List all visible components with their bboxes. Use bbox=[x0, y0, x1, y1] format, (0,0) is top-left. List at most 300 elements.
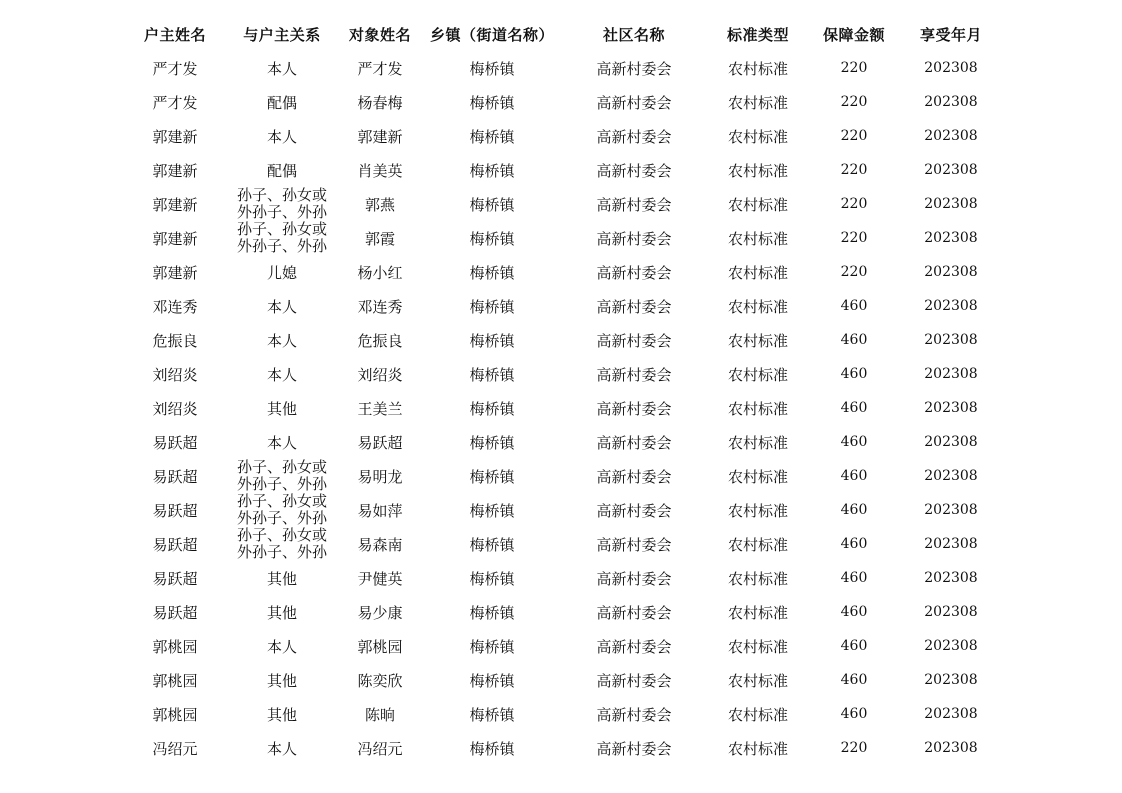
cell-recipient-name-text: 王美兰 bbox=[357, 399, 403, 418]
cell-standard-type-text: 农村标准 bbox=[727, 603, 788, 622]
cell-township-text: 梅桥镇 bbox=[469, 467, 515, 486]
cell-township-text: 梅桥镇 bbox=[469, 671, 515, 690]
cell-relation bbox=[228, 561, 336, 595]
cell-recipient-name-text: 刘绍炎 bbox=[357, 365, 403, 384]
cell-community-text: 高新村委会 bbox=[596, 705, 672, 724]
cell-recipient-name-text: 杨小红 bbox=[357, 263, 403, 282]
cell-relation bbox=[228, 731, 336, 765]
cell-township bbox=[424, 425, 560, 459]
cell-month bbox=[900, 51, 1002, 85]
cell-recipient-name-text: 郭桃园 bbox=[357, 637, 403, 656]
table-row bbox=[122, 221, 1002, 255]
cell-household-head bbox=[122, 119, 228, 153]
cell-relation bbox=[228, 391, 336, 425]
cell-standard-type bbox=[708, 289, 808, 323]
cell-household-head-text: 郭建新 bbox=[152, 263, 198, 282]
cell-community bbox=[560, 595, 708, 629]
cell-amount bbox=[808, 51, 900, 85]
cell-household-head bbox=[122, 595, 228, 629]
cell-amount-text: 460 bbox=[840, 536, 868, 552]
cell-amount bbox=[808, 357, 900, 391]
cell-standard-type-text: 农村标准 bbox=[727, 433, 788, 452]
cell-amount-text: 460 bbox=[840, 672, 868, 688]
table-row bbox=[122, 629, 1002, 663]
cell-amount bbox=[808, 289, 900, 323]
cell-standard-type bbox=[708, 459, 808, 493]
cell-household-head-text: 严才发 bbox=[152, 59, 198, 78]
table-row bbox=[122, 119, 1002, 153]
cell-community-text: 高新村委会 bbox=[596, 603, 672, 622]
cell-standard-type bbox=[708, 119, 808, 153]
cell-township-text: 梅桥镇 bbox=[469, 195, 515, 214]
cell-household-head bbox=[122, 255, 228, 289]
cell-household-head bbox=[122, 289, 228, 323]
cell-community-text: 高新村委会 bbox=[596, 59, 672, 78]
cell-amount bbox=[808, 731, 900, 765]
cell-household-head-text: 易跃超 bbox=[152, 501, 198, 520]
cell-community bbox=[560, 459, 708, 493]
cell-community-text: 高新村委会 bbox=[596, 535, 672, 554]
cell-household-head-text: 郭建新 bbox=[152, 229, 198, 248]
cell-amount bbox=[808, 663, 900, 697]
cell-relation bbox=[228, 493, 336, 527]
cell-recipient-name-text: 易明龙 bbox=[357, 467, 403, 486]
cell-month-text: 202308 bbox=[924, 570, 978, 586]
cell-amount-text: 460 bbox=[840, 366, 868, 382]
cell-township bbox=[424, 323, 560, 357]
cell-standard-type-text: 农村标准 bbox=[727, 127, 788, 146]
cell-relation-text: 本人 bbox=[266, 297, 297, 316]
cell-relation bbox=[228, 153, 336, 187]
cell-township-text: 梅桥镇 bbox=[469, 705, 515, 724]
cell-household-head bbox=[122, 187, 228, 221]
cell-relation bbox=[228, 187, 336, 221]
table-row bbox=[122, 153, 1002, 187]
cell-recipient-name bbox=[336, 357, 424, 391]
cell-standard-type-text: 农村标准 bbox=[727, 331, 788, 350]
cell-amount-text: 220 bbox=[840, 264, 868, 280]
cell-recipient-name-text: 陈晌 bbox=[364, 705, 395, 724]
cell-amount bbox=[808, 119, 900, 153]
cell-month-text: 202308 bbox=[924, 366, 978, 382]
cell-household-head bbox=[122, 425, 228, 459]
header-month: 享受年月 bbox=[919, 25, 982, 44]
table-row bbox=[122, 323, 1002, 357]
cell-household-head bbox=[122, 459, 228, 493]
cell-month-text: 202308 bbox=[924, 434, 978, 450]
cell-township-text: 梅桥镇 bbox=[469, 161, 515, 180]
header-community: 社区名称 bbox=[602, 25, 665, 44]
cell-amount-text: 460 bbox=[840, 502, 868, 518]
header-row bbox=[122, 17, 1002, 51]
cell-township bbox=[424, 119, 560, 153]
cell-household-head-text: 郭建新 bbox=[152, 161, 198, 180]
cell-recipient-name-text: 危振良 bbox=[357, 331, 403, 350]
cell-standard-type-text: 农村标准 bbox=[727, 467, 788, 486]
cell-township bbox=[424, 459, 560, 493]
cell-relation bbox=[228, 663, 336, 697]
cell-relation-text: 本人 bbox=[266, 637, 297, 656]
cell-month bbox=[900, 153, 1002, 187]
cell-community bbox=[560, 731, 708, 765]
cell-standard-type-text: 农村标准 bbox=[727, 161, 788, 180]
cell-month bbox=[900, 221, 1002, 255]
cell-standard-type-text: 农村标准 bbox=[727, 263, 788, 282]
cell-relation-text: 其他 bbox=[266, 671, 297, 690]
cell-relation bbox=[228, 51, 336, 85]
cell-recipient-name bbox=[336, 663, 424, 697]
cell-township bbox=[424, 731, 560, 765]
cell-month-text: 202308 bbox=[924, 604, 978, 620]
cell-household-head-text: 郭桃园 bbox=[152, 671, 198, 690]
cell-community-text: 高新村委会 bbox=[596, 263, 672, 282]
cell-month-text: 202308 bbox=[924, 162, 978, 178]
cell-recipient-name-text: 郭燕 bbox=[364, 195, 395, 214]
cell-month bbox=[900, 459, 1002, 493]
cell-amount-text: 460 bbox=[840, 434, 868, 450]
cell-township bbox=[424, 187, 560, 221]
cell-community bbox=[560, 85, 708, 119]
table-row bbox=[122, 459, 1002, 493]
cell-amount-text: 460 bbox=[840, 468, 868, 484]
cell-relation bbox=[228, 119, 336, 153]
cell-township-text: 梅桥镇 bbox=[469, 433, 515, 452]
cell-amount-text: 220 bbox=[840, 196, 868, 212]
cell-month bbox=[900, 697, 1002, 731]
cell-community-text: 高新村委会 bbox=[596, 399, 672, 418]
cell-township-text: 梅桥镇 bbox=[469, 297, 515, 316]
cell-recipient-name bbox=[336, 289, 424, 323]
cell-community-text: 高新村委会 bbox=[596, 671, 672, 690]
cell-amount bbox=[808, 595, 900, 629]
cell-relation-text: 本人 bbox=[266, 59, 297, 78]
cell-community bbox=[560, 561, 708, 595]
cell-community-text: 高新村委会 bbox=[596, 127, 672, 146]
cell-community-text: 高新村委会 bbox=[596, 229, 672, 248]
cell-month bbox=[900, 527, 1002, 561]
cell-household-head-text: 易跃超 bbox=[152, 467, 198, 486]
cell-standard-type-text: 农村标准 bbox=[727, 195, 788, 214]
cell-recipient-name-text: 郭建新 bbox=[357, 127, 403, 146]
cell-standard-type bbox=[708, 221, 808, 255]
cell-community bbox=[560, 629, 708, 663]
cell-relation-text: 本人 bbox=[266, 433, 297, 452]
cell-relation-text: 配偶 bbox=[266, 161, 297, 180]
cell-household-head-text: 郭建新 bbox=[152, 195, 198, 214]
cell-community-text: 高新村委会 bbox=[596, 569, 672, 588]
table-row bbox=[122, 51, 1002, 85]
table-row bbox=[122, 697, 1002, 731]
cell-standard-type bbox=[708, 731, 808, 765]
cell-month bbox=[900, 663, 1002, 697]
cell-relation-text: 其他 bbox=[266, 569, 297, 588]
cell-community-text: 高新村委会 bbox=[596, 297, 672, 316]
cell-month bbox=[900, 629, 1002, 663]
cell-household-head-text: 郭桃园 bbox=[152, 637, 198, 656]
table-row bbox=[122, 731, 1002, 765]
cell-month-text: 202308 bbox=[924, 502, 978, 518]
cell-month-text: 202308 bbox=[924, 298, 978, 314]
cell-standard-type bbox=[708, 629, 808, 663]
cell-household-head-text: 严才发 bbox=[152, 93, 198, 112]
cell-recipient-name-text: 杨春梅 bbox=[357, 93, 403, 112]
cell-township-text: 梅桥镇 bbox=[469, 501, 515, 520]
cell-community-text: 高新村委会 bbox=[596, 93, 672, 112]
cell-recipient-name bbox=[336, 221, 424, 255]
cell-month-text: 202308 bbox=[924, 196, 978, 212]
cell-township-text: 梅桥镇 bbox=[469, 59, 515, 78]
cell-household-head bbox=[122, 527, 228, 561]
cell-recipient-name bbox=[336, 187, 424, 221]
cell-household-head bbox=[122, 357, 228, 391]
cell-recipient-name bbox=[336, 561, 424, 595]
cell-township bbox=[424, 255, 560, 289]
cell-relation-text: 孙子、孙女或外孙子、外孙 bbox=[236, 187, 327, 221]
cell-month-text: 202308 bbox=[924, 536, 978, 552]
cell-recipient-name-text: 冯绍元 bbox=[357, 739, 403, 758]
cell-relation-text: 本人 bbox=[266, 127, 297, 146]
cell-amount-text: 460 bbox=[840, 400, 868, 416]
cell-household-head-text: 郭桃园 bbox=[152, 705, 198, 724]
cell-township-text: 梅桥镇 bbox=[469, 127, 515, 146]
cell-relation bbox=[228, 289, 336, 323]
cell-amount bbox=[808, 85, 900, 119]
allowance-table bbox=[122, 17, 1002, 765]
cell-household-head bbox=[122, 391, 228, 425]
cell-month-text: 202308 bbox=[924, 740, 978, 756]
cell-amount-text: 460 bbox=[840, 298, 868, 314]
cell-recipient-name bbox=[336, 323, 424, 357]
cell-recipient-name bbox=[336, 85, 424, 119]
cell-township bbox=[424, 391, 560, 425]
cell-amount-text: 460 bbox=[840, 332, 868, 348]
cell-standard-type-text: 农村标准 bbox=[727, 229, 788, 248]
cell-standard-type bbox=[708, 663, 808, 697]
cell-relation-text: 配偶 bbox=[266, 93, 297, 112]
cell-household-head-text: 刘绍炎 bbox=[152, 399, 198, 418]
cell-standard-type-text: 农村标准 bbox=[727, 637, 788, 656]
cell-community-text: 高新村委会 bbox=[596, 501, 672, 520]
cell-month-text: 202308 bbox=[924, 60, 978, 76]
header-relation: 与户主关系 bbox=[243, 25, 321, 44]
table-body bbox=[122, 51, 1002, 765]
cell-recipient-name bbox=[336, 595, 424, 629]
cell-standard-type bbox=[708, 85, 808, 119]
cell-township-text: 梅桥镇 bbox=[469, 399, 515, 418]
cell-recipient-name-text: 肖美英 bbox=[357, 161, 403, 180]
cell-standard-type-text: 农村标准 bbox=[727, 671, 788, 690]
cell-community bbox=[560, 51, 708, 85]
cell-relation bbox=[228, 357, 336, 391]
cell-community bbox=[560, 663, 708, 697]
header-standard-type: 标准类型 bbox=[726, 25, 789, 44]
cell-month bbox=[900, 731, 1002, 765]
cell-amount bbox=[808, 425, 900, 459]
allowance-table-sheet bbox=[122, 17, 1002, 765]
cell-household-head-text: 易跃超 bbox=[152, 535, 198, 554]
table-row bbox=[122, 391, 1002, 425]
cell-month-text: 202308 bbox=[924, 638, 978, 654]
cell-township-text: 梅桥镇 bbox=[469, 569, 515, 588]
cell-recipient-name-text: 易跃超 bbox=[357, 433, 403, 452]
cell-township-text: 梅桥镇 bbox=[469, 93, 515, 112]
cell-standard-type-text: 农村标准 bbox=[727, 59, 788, 78]
cell-month-text: 202308 bbox=[924, 468, 978, 484]
cell-month bbox=[900, 391, 1002, 425]
cell-amount bbox=[808, 187, 900, 221]
cell-relation-text: 孙子、孙女或外孙子、外孙 bbox=[236, 493, 327, 527]
cell-amount bbox=[808, 459, 900, 493]
cell-township bbox=[424, 561, 560, 595]
cell-household-head bbox=[122, 153, 228, 187]
cell-relation bbox=[228, 595, 336, 629]
cell-month bbox=[900, 493, 1002, 527]
cell-standard-type bbox=[708, 561, 808, 595]
cell-township-text: 梅桥镇 bbox=[469, 229, 515, 248]
cell-household-head bbox=[122, 663, 228, 697]
cell-township-text: 梅桥镇 bbox=[469, 263, 515, 282]
cell-household-head bbox=[122, 51, 228, 85]
table-row bbox=[122, 527, 1002, 561]
cell-township-text: 梅桥镇 bbox=[469, 535, 515, 554]
cell-community bbox=[560, 493, 708, 527]
cell-standard-type-text: 农村标准 bbox=[727, 535, 788, 554]
cell-relation-text: 其他 bbox=[266, 399, 297, 418]
cell-household-head-text: 易跃超 bbox=[152, 569, 198, 588]
cell-community bbox=[560, 697, 708, 731]
cell-township bbox=[424, 629, 560, 663]
cell-amount-text: 220 bbox=[840, 94, 868, 110]
header-township: 乡镇（街道名称） bbox=[429, 25, 554, 44]
cell-household-head-text: 危振良 bbox=[152, 331, 198, 350]
cell-relation bbox=[228, 85, 336, 119]
cell-amount-text: 460 bbox=[840, 706, 868, 722]
cell-standard-type bbox=[708, 697, 808, 731]
cell-recipient-name bbox=[336, 255, 424, 289]
cell-household-head bbox=[122, 221, 228, 255]
cell-community-text: 高新村委会 bbox=[596, 739, 672, 758]
cell-amount bbox=[808, 153, 900, 187]
cell-recipient-name bbox=[336, 459, 424, 493]
cell-recipient-name bbox=[336, 527, 424, 561]
cell-standard-type bbox=[708, 255, 808, 289]
cell-standard-type-text: 农村标准 bbox=[727, 739, 788, 758]
cell-standard-type bbox=[708, 357, 808, 391]
cell-month-text: 202308 bbox=[924, 706, 978, 722]
cell-household-head bbox=[122, 731, 228, 765]
cell-township bbox=[424, 85, 560, 119]
cell-month-text: 202308 bbox=[924, 230, 978, 246]
cell-relation-text: 孙子、孙女或外孙子、外孙 bbox=[236, 459, 327, 493]
cell-relation bbox=[228, 425, 336, 459]
cell-township-text: 梅桥镇 bbox=[469, 603, 515, 622]
cell-township bbox=[424, 221, 560, 255]
cell-amount-text: 460 bbox=[840, 570, 868, 586]
cell-amount-text: 460 bbox=[840, 604, 868, 620]
table-row bbox=[122, 595, 1002, 629]
cell-month-text: 202308 bbox=[924, 264, 978, 280]
cell-recipient-name bbox=[336, 119, 424, 153]
cell-standard-type bbox=[708, 323, 808, 357]
cell-township-text: 梅桥镇 bbox=[469, 365, 515, 384]
cell-standard-type bbox=[708, 527, 808, 561]
cell-standard-type bbox=[708, 595, 808, 629]
cell-amount bbox=[808, 527, 900, 561]
cell-recipient-name-text: 尹健英 bbox=[357, 569, 403, 588]
cell-household-head-text: 易跃超 bbox=[152, 433, 198, 452]
cell-recipient-name-text: 易森南 bbox=[357, 535, 403, 554]
header-household-head: 户主姓名 bbox=[143, 25, 206, 44]
cell-household-head bbox=[122, 561, 228, 595]
cell-household-head bbox=[122, 323, 228, 357]
cell-household-head bbox=[122, 85, 228, 119]
table-row bbox=[122, 425, 1002, 459]
cell-standard-type bbox=[708, 153, 808, 187]
cell-relation-text: 孙子、孙女或外孙子、外孙 bbox=[236, 221, 327, 255]
cell-amount bbox=[808, 561, 900, 595]
cell-community bbox=[560, 221, 708, 255]
cell-month bbox=[900, 561, 1002, 595]
cell-amount bbox=[808, 697, 900, 731]
cell-community bbox=[560, 153, 708, 187]
cell-amount-text: 220 bbox=[840, 60, 868, 76]
cell-township-text: 梅桥镇 bbox=[469, 637, 515, 656]
cell-recipient-name-text: 邓连秀 bbox=[357, 297, 403, 316]
cell-community-text: 高新村委会 bbox=[596, 161, 672, 180]
cell-relation bbox=[228, 459, 336, 493]
cell-standard-type-text: 农村标准 bbox=[727, 501, 788, 520]
cell-relation-text: 本人 bbox=[266, 331, 297, 350]
cell-amount-text: 220 bbox=[840, 128, 868, 144]
cell-month bbox=[900, 323, 1002, 357]
cell-month bbox=[900, 85, 1002, 119]
cell-household-head bbox=[122, 697, 228, 731]
cell-month-text: 202308 bbox=[924, 332, 978, 348]
cell-community bbox=[560, 187, 708, 221]
cell-standard-type-text: 农村标准 bbox=[727, 93, 788, 112]
cell-month bbox=[900, 255, 1002, 289]
cell-standard-type-text: 农村标准 bbox=[727, 569, 788, 588]
cell-amount bbox=[808, 493, 900, 527]
cell-month bbox=[900, 119, 1002, 153]
cell-amount bbox=[808, 629, 900, 663]
cell-household-head-text: 刘绍炎 bbox=[152, 365, 198, 384]
cell-standard-type-text: 农村标准 bbox=[727, 705, 788, 724]
cell-household-head bbox=[122, 629, 228, 663]
table-row bbox=[122, 493, 1002, 527]
cell-community-text: 高新村委会 bbox=[596, 433, 672, 452]
cell-month bbox=[900, 187, 1002, 221]
cell-recipient-name bbox=[336, 51, 424, 85]
cell-standard-type bbox=[708, 425, 808, 459]
cell-community-text: 高新村委会 bbox=[596, 195, 672, 214]
cell-township bbox=[424, 663, 560, 697]
cell-township bbox=[424, 289, 560, 323]
table-row bbox=[122, 357, 1002, 391]
table-row bbox=[122, 187, 1002, 221]
cell-month bbox=[900, 595, 1002, 629]
cell-recipient-name-text: 严才发 bbox=[357, 59, 403, 78]
cell-relation-text: 本人 bbox=[266, 365, 297, 384]
cell-household-head-text: 邓连秀 bbox=[152, 297, 198, 316]
cell-amount-text: 460 bbox=[840, 638, 868, 654]
cell-recipient-name bbox=[336, 629, 424, 663]
cell-amount-text: 220 bbox=[840, 740, 868, 756]
cell-standard-type-text: 农村标准 bbox=[727, 399, 788, 418]
cell-community bbox=[560, 119, 708, 153]
cell-recipient-name bbox=[336, 697, 424, 731]
cell-relation-text: 儿媳 bbox=[266, 263, 297, 282]
